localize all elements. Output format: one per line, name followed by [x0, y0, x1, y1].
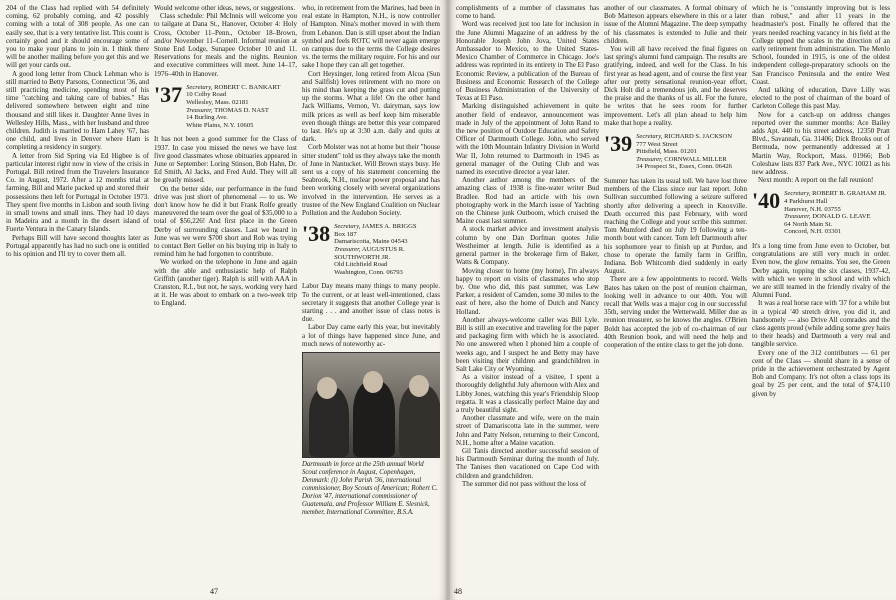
paragraph: It was a real horse race with '37 for a while but in a typical '40 stretch drive, you did it, and handsomely — also Drive All comrades and the class agents proud (while adding some grey hairs to their heads) and Dartmouth a very real and tangible service.	[752, 299, 890, 349]
paragraph: Marking distinguished achievement in quite another field of endeavor, announcement was made in July of the appointment of John Rand to the new position of Outdoor Education and Safety Officer of Dartmouth College. John, who served with the 10th Mountain Infantry Division in World War II, John returned to Dartmouth in 1945 as general manager of the Outing Club and was named its executive director a year later.	[456, 102, 599, 177]
paragraph: Gil Tanis directed another successful session of his Dartmouth Seminar during the month of July. The Tanises then vacationed on Cape Cod with children and grandchildren.	[456, 446, 599, 480]
class-officers	[186, 84, 280, 130]
paragraph: Labor Day came early this year, but inevitably a lot of things have happened since June, and much news of noteworthy ac-	[302, 323, 440, 348]
paragraph: You will all have received the final figures on last spring's alumni fund campaign. The results are gratifying, indeed, and well for the Class. In his first year as head agent, and of course the first year after our pretty sensational reunion-year effort, Dick Holt did a tremendous job, and he deserves the praise and the thanks of us all. For the future, he writes that he sees room for further improvement. Let's all plan ahead to help him make that hope a reality.	[604, 45, 747, 127]
paragraph: A good long letter from Chuck Lehman who is still married to Betty Parsons, Connecticut '36, and still practicing medicine, spending most of his time "catching and taking care of babies." Has delivered somewhere between eight and nine thousand and still likes it. Daughter Anne lives in Wellesley Hills, Mass., with her husband and three children. Judith is married to Ham Lahey '67, has one child, and lives in Denver where Ham is completing a residency in surgery.	[6, 69, 149, 152]
paragraph: On the better side, our performance in the fund drive was just short of phenomenal — to us. We don't know how he did it but Frank Rolfe greatly maneuvered the team over the goal of $35,000 to a total of $56,226! And first place in the Green Derby of surrounding classes. Last we heard in June was we were $700 short and Rob was trying to contact Bert Geller on his buying trip in Italy to remind him he had forgotten to contribute.	[154, 184, 297, 259]
paragraph: Perhaps Bill will have second thoughts later as Portugal apparently has had no such one is entitled to his opinion and I'll try to cover them all.	[6, 233, 149, 259]
class-officers	[334, 223, 440, 276]
class-heading-38	[302, 223, 440, 276]
paragraph: Labor Day means many things to many people. To the current, or at least well-intentioned, class secretary it suggests that another College year is starting . . . and another issue of class notes is due.	[302, 282, 440, 324]
right-page	[450, 0, 896, 600]
right-column-1	[456, 4, 599, 584]
address-line: 10 Colby Road	[186, 91, 227, 99]
secretary-name: RICHARD S. JACKSON	[664, 133, 733, 141]
class-number: '39	[604, 131, 633, 157]
paragraph: It's a long time from June even to October, but congratulations are still very much in order. Even now, the glow remains. You see, the Green Derby again, topping the six classes, 1937-42, with which we were in school and with which we are still teamed in the friendly rivalry of the Alumni Fund.	[752, 242, 890, 300]
paragraph: Would welcome other ideas, news, or suggestions.	[154, 4, 296, 12]
paragraph: Corb Molster was not at home but their "house sitter student" told us they always take the month of June in Nantucket. Will Brown stays busy. He sent us a copy of his statement concerning the Seabrook, N.H., nuclear power proposal and has been working closely with several organizations involved in the intervention. He serves as a trustee of the New England Coalition on Nuclear Pollution and the Audubon Society.	[302, 143, 440, 218]
address-line: 64 North Main St.	[784, 220, 833, 228]
address-line: Pittsfield, Mass. 01201	[636, 148, 697, 156]
paragraph: There are a few appointments to record. Wells Bates has taken on the post of reunion chairman, looking well in advance to our 40th. You will recall that Wells was a major cog in our successful 35th, serving under the Wetterwald. Miller due as reunion treasurer, so he knows the angles. O'Brien Boldt has accepted the job of co-chairman of our 40th Reunion book, and will need the help and cooperation of the entire class to get the job done.	[604, 275, 747, 350]
address-line: 34 Prospect St., Essex, Conn. 06426	[636, 163, 732, 171]
paragraph: Cort Heysinger, long retired from Alcoa (Sun and Sailfish) loves retirement with no more on his mind than keeping the grass cut and putting up the storms. What a life! On the other hand Jack Williams, Vernon, Vt. dairyman, says low milk prices as well as beef keep him miserable even though things are better this year compared to last. He's up at 3:30 a.m. daily and quits at dark.	[302, 69, 440, 144]
class-number: '40	[752, 188, 781, 214]
role-label: Treasurer,	[186, 106, 213, 114]
secretary-name: ROBERT B. GRAHAM JR.	[812, 190, 887, 198]
paragraph: Moving closer to home (my home), I'm always happy to report on visits of classmates who stop by. One who did, this past summer, was Lew Parker, a resident of Camden, some 30 miles to the east of here, also the home of Dutch and Nancy Holland.	[456, 266, 599, 316]
class-heading-39	[604, 133, 747, 171]
person-head	[317, 377, 337, 399]
left-page	[0, 0, 446, 600]
class-number: '38	[302, 221, 331, 247]
paragraph: Next month: A report on the fall reunion!	[758, 176, 874, 185]
paragraph: A letter from Sid Spring via Ed Higbee is of particular interest right now in view of the crisis in Portugal. Bill retired from the Travelers Insurance Co. in August, 1972. After a 12 months trial at farming, Bill and Marie packed up and stored their possessions then left for Portugal in October 1973. They spent five months in Lisbon and south living in small towns and small inns. They had 10 days in Madeira and a month in the desert island of Fuerte Ventura in the Canary Islands.	[6, 151, 149, 234]
address-line: Concord, N.H. 03301	[784, 228, 842, 236]
class-heading-40	[752, 190, 890, 236]
paragraph: A stock market advice and investment analysis column by one Dan Dorfman quotes Julie Westheimer at length. Julie is identified as a general partner in the brokerage firm of Baker, Watts & Company.	[456, 225, 599, 267]
paragraph: Word was received just too late for inclusion in the June Alumni Magazine of an address by the Honorable Joseph John Jova, United States Ambassador to Mexico, to the United States-Mexico Chamber of Commerce in Chicago. Joe's address was reprinted in its entirety in The El Paso Economic Review, a publication of the Bureau of Business and Economic Research of the College of Business Administration of the University of Texas at El Paso.	[456, 20, 599, 103]
address-line: Old Litchfield Road	[334, 261, 388, 269]
treasurer-name: DONALD G. LEAVE	[812, 213, 871, 221]
right-column-2	[604, 4, 747, 584]
page-number: 47	[210, 587, 218, 596]
paragraph: Another author among the members of the amazing class of 1938 is fine-water writer Bud Bradlee. Rod had an article with his own photography work in the March issue of Yachting on the Chinese junk Outboom, which cruised the Maine coast last summer.	[456, 176, 599, 226]
role-label: Secretary,	[334, 223, 361, 231]
class-number: '37	[154, 81, 183, 107]
paragraph: who, in retirement from the Marines, had been in real estate in Hampton, N.H., is now controller of Hampton. Nina's mother moved in with them from Lebanon. Dan is still upset about the Indian symbol and feels ROTC will never again emerge on campus due to the terms the College desires vs. the terms the military require. For his and our sake I hope they can all get together.	[302, 4, 440, 70]
paragraph: Now for a catch-up on address changes reported over the summer months: Ace Bailey adds Apt. 440 to his street address, 12350 Pratt Blvd., Savannah, Ga. 31406; Dick Brooks out of Bermuda, now permanently addressed at 1 Martin Way, Rockport, Mass. 01966; Bob Coleshaw lists 837 Park Ave., NYC 10021 as his new address.	[752, 110, 890, 177]
left-column-3	[302, 4, 440, 584]
paragraph: It has not been a good summer for the Class of 1937. In case you missed the news we have lost five good classmates whose obituaries appeared in June or September: Loring Stinson, Bob Hahn, Dr. Ed Smith, Al Jacks, and Fred Auld. They will all be greatly missed.	[154, 135, 297, 185]
paragraph: Class schedule: Phil McInnis will welcome you to tailgate at Dana St., Hanover, October 4: Holy Cross, October 11–Penn., October 18–Brown, and/or November 11–Cornell. Informal reunion at Stone End Lodge, Sunapee October 10 and 11. Reservations for meals and the nights. Reunion and executive committees will meet. June 14–17, 1976–40th in Hanover.	[154, 12, 297, 78]
right-column-3	[752, 4, 890, 584]
address-line: Washington, Conn. 06793	[334, 268, 403, 276]
role-label: Secretary,	[784, 190, 811, 198]
class-officers	[636, 133, 732, 171]
secretary-name: JAMES A. BRIGGS	[362, 223, 417, 231]
class-officers	[784, 190, 886, 236]
role-label: Secretary,	[636, 133, 663, 141]
address-line: Hanover, N.H. 03755	[784, 205, 841, 213]
paragraph: another of our classmates. A formal obituary of Bob Matteson appears elsewhere in this or a later issue of the Alumni Magazine. The deep sympathy of his classmates is extended to Julie and their children.	[604, 4, 747, 45]
treasurer-name: THOMAS D. NAST	[214, 106, 269, 114]
address-line: Damariscotta, Maine 04543	[334, 238, 408, 246]
paragraph: which he is "constantly improving but is less than robust," and after 11 years in the headmaster's post. Finally he offered that the years needed reaching vacancy in his field at the College upped the scales in the direction of an early retirement from administration. The Menlo School, founded in 1915, is one of the oldest independent college-preparatory schools on the San Francisco Peninsula and the entire West Coast.	[752, 4, 890, 86]
paragraph: The summer did not pass without the loss of	[462, 479, 587, 488]
role-label: Treasurer,	[334, 246, 361, 254]
paragraph: Another classmate and wife, were on the main street of Damariscotta late in the summer, were John and Patty Nelson, returning to their Concord, N.H., home after a Maine vacation.	[456, 414, 599, 447]
paragraph: And talking of education, Dave Lilly was elected to the post of chairman of the board of Carleton College this past May.	[752, 86, 890, 111]
role-label: Treasurer,	[784, 213, 811, 221]
address-line: White Plains, N.Y. 10605	[186, 121, 254, 129]
group-photo	[302, 352, 440, 458]
address-line: Box 187	[334, 230, 357, 238]
address-line: Wellesley, Mass. 02181	[186, 99, 249, 107]
paragraph: Every one of the 312 contributors — 61 per cent of the Class — should share in a sense of pride in the achievement orchestrated by Agent Bob and Company. It's not often a class tops its goal by 25 per cent, and the total of $74,110 given by	[752, 348, 890, 398]
paragraph: Summer has taken its usual toll. We have lost three members of the Class since our last report. John Sullivan succumbed following a seizure suffered shortly after delivering a speech in Knoxville. Death occurred this past February, with word reaching the College and your scribe this summer. Tom Mumford died on July 19 following a ten-month bout with cancer. Tom left Dartmouth after his sophomore year to finish up at Purdue, and chose to operate the family farm in Griffin, Indiana. Bob Whitcomb died suddenly in early August.	[604, 177, 747, 276]
left-column-1	[6, 4, 149, 584]
role-label: Secretary,	[186, 83, 213, 91]
role-label: Treasurer,	[636, 155, 663, 163]
person-head	[363, 371, 383, 393]
page-number: 48	[454, 587, 462, 596]
address-line: 14 Burling Ave.	[186, 114, 228, 122]
paragraph: As a visitor instead of a visitee, I spent a thoroughly delightful July afternoon with Alex and Libby Jones, watching this year's Friendship Sloop regatta. It was a classically perfect Maine day and a truly beautiful sight.	[456, 373, 599, 414]
address-line: 4 Parkhurst Hall	[784, 198, 828, 206]
photo-caption: Dartmouth in force at the 25th annual World Scout conference in August, Copenhagen, Denmark: (l) John Parish '36, international commissioner, Boy Scouts of American; Robert C. Dorion '47, international commissioner of Guatemala, and Professor William E. Slesnick, member, International Committee, B.S.A.	[302, 461, 438, 517]
paragraph: complishments of a number of classmates has come to hand.	[456, 4, 599, 21]
treasurer-name: AUGUSTUS R. SOUTHWORTH JR.	[334, 246, 405, 261]
person-head	[409, 375, 429, 397]
address-line: 777 West Street	[636, 140, 678, 148]
class-heading-37	[154, 81, 297, 130]
paragraph: We worked on the telephone in June and again with the able and enthusiastic help of Ralph Griffith (another tiger). Ralph is still with AAA in Cranston, R.I., but not, he says, working very hard at it. He was about to embark on a two-week trip to England.	[154, 258, 297, 308]
paragraph: 204 of the Class had replied with 54 definitely coming, 62 probably coming, and 42 possibly coming with a total of 308 people. As one can easily see, that is a very tentative list. This count is certainly good and it should encourage some of you to make your plans to join in. I think there will be another mailing before you get this and we will get your cards out.	[6, 4, 149, 70]
secretary-name: ROBERT C. BANKART	[214, 83, 281, 91]
left-column-2	[154, 4, 297, 584]
paragraph: Another always-welcome caller was Bill Lyle. Bill is still an executive and traveling for the paper and packaging firm with which he is associated. No one answered when I phoned him a couple of weeks ago, and I suspect he and Betty may have been visiting their children and grandchildren in Salt Lake City or Wyoming.	[456, 315, 599, 373]
treasurer-name: CORNWALL MILLER	[664, 155, 727, 163]
